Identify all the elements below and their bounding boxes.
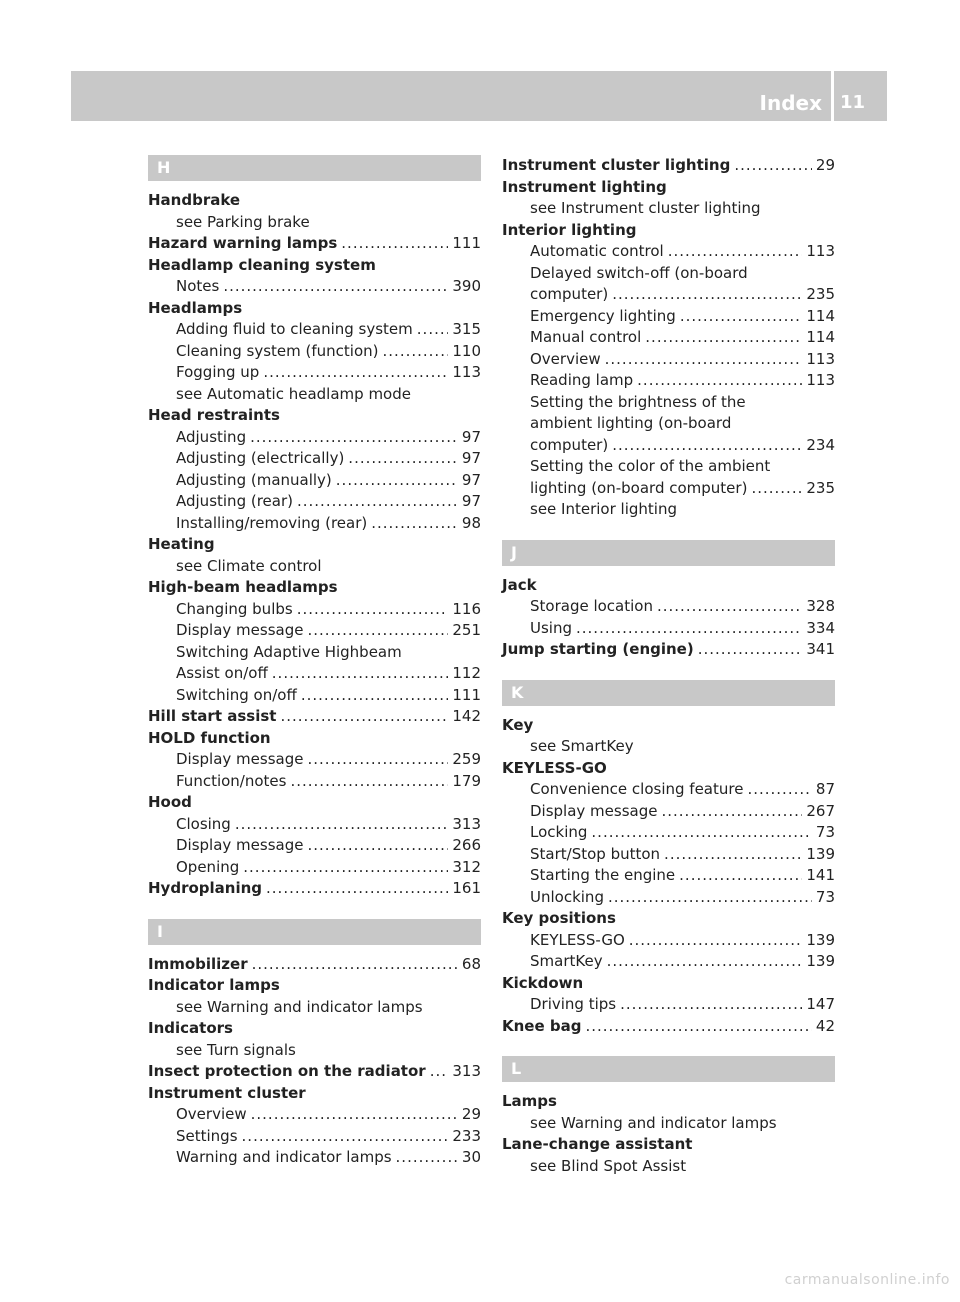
dot-leader (371, 513, 458, 535)
page-reference[interactable]: 29 (815, 156, 835, 174)
index-subentry (148, 384, 481, 406)
index-subentry (148, 427, 481, 449)
dot-leader (620, 994, 802, 1016)
page-reference[interactable]: 30 (461, 1148, 481, 1166)
entry-text: Knee bag (502, 1016, 582, 1035)
index-subentry (502, 1156, 835, 1178)
entry-text: Settings (176, 1126, 238, 1145)
entry-text: see SmartKey (530, 737, 634, 755)
entry-text: Indicators (148, 1019, 233, 1037)
entry-text: Instrument lighting (502, 177, 667, 196)
entry-text: Assist on/off (176, 664, 268, 682)
page-reference[interactable]: 98 (461, 513, 481, 532)
entry-text: Display message (176, 621, 304, 639)
section-heading: H (148, 155, 481, 181)
index-subentry (148, 513, 481, 535)
page-reference[interactable]: 313 (452, 1062, 481, 1080)
page-reference[interactable]: 116 (452, 599, 481, 618)
dot-leader (307, 620, 448, 642)
entry-text: see Parking brake (176, 212, 310, 231)
index-column-right (502, 155, 835, 1177)
page-reference[interactable]: 97 (461, 492, 481, 510)
page-reference[interactable]: 390 (452, 277, 481, 295)
dot-leader (290, 771, 448, 793)
index-subentry (502, 994, 835, 1016)
entry-text: Unlocking (530, 887, 604, 906)
dot-leader (280, 706, 448, 728)
entry-text: Manual control (530, 328, 642, 346)
page-reference[interactable]: 113 (452, 363, 481, 381)
entry-text: Lamps (502, 1092, 557, 1110)
dot-leader (576, 618, 802, 640)
page-number: 11 (840, 92, 866, 113)
dot-leader (242, 1126, 449, 1148)
entry-text: see Warning and indicator lamps (176, 997, 423, 1016)
page-reference[interactable]: 111 (452, 685, 481, 704)
dot-leader (661, 801, 802, 823)
index-entry (502, 575, 835, 597)
dot-leader (383, 341, 449, 363)
entry-text: Adding fluid to cleaning system (176, 320, 413, 338)
page-reference[interactable]: 139 (806, 844, 835, 863)
entry-text: computer) (530, 435, 609, 454)
entry-text: Opening (176, 857, 240, 876)
index-entry (148, 534, 481, 556)
entry-text: Insect protection on the radiator (148, 1062, 426, 1080)
dot-leader (612, 435, 802, 457)
dot-leader (417, 319, 449, 341)
index-subentry (148, 276, 481, 298)
entry-text: Jump starting (engine) (502, 640, 694, 658)
index-entry (148, 878, 481, 900)
entry-text: Convenience closing feature (530, 780, 744, 798)
index-entry (502, 220, 835, 242)
index-entry (148, 954, 481, 976)
header-divider (831, 71, 834, 121)
page-reference[interactable]: 179 (452, 771, 481, 790)
index-subentry (502, 1113, 835, 1135)
page-reference[interactable]: 233 (452, 1126, 481, 1145)
page-reference[interactable]: 259 (452, 750, 481, 768)
page-reference[interactable]: 111 (452, 234, 481, 252)
entry-text: Headlamps (148, 298, 243, 317)
entry-text: Changing bulbs (176, 599, 293, 618)
index-subentry (502, 263, 835, 285)
dot-leader (751, 478, 802, 500)
entry-text: SmartKey (530, 952, 603, 970)
dot-leader (747, 779, 811, 801)
index-entry (148, 1018, 481, 1040)
entry-text: Display message (176, 836, 304, 854)
entry-text: Cleaning system (function) (176, 341, 379, 360)
dot-leader (698, 639, 803, 661)
page-reference[interactable]: 73 (815, 887, 835, 906)
dot-leader (297, 491, 458, 513)
dot-leader (605, 349, 803, 371)
entry-text: Starting the engine (530, 866, 676, 884)
dot-leader (591, 822, 812, 844)
dot-leader (307, 835, 448, 857)
index-subentry (148, 814, 481, 836)
entry-text: Storage location (530, 597, 653, 615)
page-reference[interactable]: 334 (806, 618, 835, 637)
entry-text: see Turn signals (176, 1040, 296, 1059)
page-reference[interactable]: 97 (461, 449, 481, 467)
index-subentry (148, 1126, 481, 1148)
page-reference[interactable]: 29 (461, 1105, 481, 1123)
page-reference[interactable]: 87 (815, 780, 835, 798)
index-entry (502, 1134, 835, 1156)
entry-text: Reading lamp (530, 371, 634, 389)
index-subentry (148, 685, 481, 707)
section-heading: J (502, 540, 835, 566)
entry-text: Immobilizer (148, 954, 248, 973)
dot-leader (301, 685, 449, 707)
dot-leader (266, 878, 448, 900)
index-entry (502, 908, 835, 930)
page-reference[interactable]: 328 (806, 597, 835, 615)
index-subentry (148, 663, 481, 685)
index-subentry (148, 470, 481, 492)
index-subentry (502, 478, 835, 500)
entry-text: Delayed switch-off (on-board (530, 263, 748, 282)
entry-text: Emergency lighting (530, 306, 676, 325)
entry-text: Overview (530, 349, 601, 368)
page-reference[interactable]: 112 (452, 664, 481, 682)
page-section-title: Index (759, 91, 822, 115)
index-subentry (148, 749, 481, 771)
page-reference[interactable]: 235 (806, 478, 835, 497)
entry-text: ambient lighting (on-board (530, 414, 732, 432)
page-reference[interactable]: 97 (461, 470, 481, 489)
entry-text: Hydroplaning (148, 879, 263, 897)
index-subentry (148, 362, 481, 384)
entry-text: Interior lighting (502, 220, 637, 239)
index-subentry (502, 370, 835, 392)
page-reference[interactable]: 161 (452, 879, 481, 897)
dot-leader (263, 362, 448, 384)
entry-text: Closing (176, 814, 231, 833)
index-entry (502, 1016, 835, 1038)
section-gap (148, 900, 481, 919)
index-entry (148, 1083, 481, 1105)
entry-text: Setting the color of the ambient (530, 457, 771, 475)
index-subentry (502, 596, 835, 618)
entry-text: Jack (502, 575, 537, 594)
entry-text: Handbrake (148, 191, 241, 209)
entry-text: see Blind Spot Assist (530, 1156, 687, 1175)
dot-leader (637, 370, 802, 392)
index-subentry (148, 620, 481, 642)
page-reference[interactable]: 139 (806, 930, 835, 949)
index-entry (148, 975, 481, 997)
index-entry (502, 973, 835, 995)
index-entry (148, 728, 481, 750)
page-reference[interactable]: 267 (806, 801, 835, 820)
index-subentry (148, 1147, 481, 1169)
dot-leader (645, 327, 802, 349)
section-gap (502, 661, 835, 680)
index-subentry (148, 491, 481, 513)
index-subentry (502, 349, 835, 371)
index-subentry (502, 887, 835, 909)
entry-text: High-beam headlamps (148, 578, 338, 596)
entry-text: Head restraints (148, 406, 280, 424)
page-reference[interactable]: 114 (806, 306, 835, 325)
index-subentry (148, 212, 481, 234)
page-reference[interactable]: 142 (452, 707, 481, 725)
dot-leader (243, 857, 448, 879)
watermark: carmanualsonline.info (784, 1272, 950, 1288)
entry-text: Warning and indicator lamps (176, 1148, 392, 1166)
page-reference[interactable]: 113 (806, 371, 835, 389)
index-entry (502, 715, 835, 737)
page-reference[interactable]: 97 (461, 427, 481, 446)
index-entry (502, 155, 835, 177)
index-subentry (502, 392, 835, 414)
index-subentry (502, 241, 835, 263)
page-reference[interactable]: 313 (452, 814, 481, 833)
index-subentry (502, 499, 835, 521)
dot-leader (336, 470, 458, 492)
index-subentry (502, 456, 835, 478)
index-entry (502, 177, 835, 199)
page-reference[interactable]: 341 (806, 640, 835, 658)
page-reference[interactable]: 139 (806, 952, 835, 970)
entry-text: see Instrument cluster lighting (530, 199, 761, 217)
entry-text: Installing/removing (rear) (176, 513, 368, 532)
entry-text: see Climate control (176, 556, 322, 575)
index-subentry (148, 556, 481, 578)
entry-text: Adjusting (176, 427, 247, 446)
page-reference[interactable]: 110 (452, 341, 481, 360)
page-reference[interactable]: 266 (452, 836, 481, 854)
dot-leader (341, 233, 448, 255)
index-entry (502, 758, 835, 780)
dot-leader (223, 276, 448, 298)
index-subentry (148, 835, 481, 857)
entry-text: Switching Adaptive Highbeam (176, 642, 402, 661)
entry-text: Hill start assist (148, 707, 277, 725)
index-subentry (502, 435, 835, 457)
dot-leader (250, 427, 458, 449)
index-entry (148, 1061, 481, 1083)
index-subentry (502, 930, 835, 952)
dot-leader (612, 284, 802, 306)
index-subentry (148, 599, 481, 621)
dot-leader (664, 844, 802, 866)
index-entry (148, 190, 481, 212)
entry-text: Heating (148, 535, 215, 553)
index-subentry (502, 284, 835, 306)
index-subentry (148, 857, 481, 879)
index-subentry (148, 1040, 481, 1062)
dot-leader (679, 865, 802, 887)
entry-text: see Warning and indicator lamps (530, 1113, 777, 1132)
page-reference[interactable]: 141 (806, 866, 835, 884)
index-subentry (148, 448, 481, 470)
entry-text: Fogging up (176, 363, 260, 381)
index-subentry (502, 306, 835, 328)
index-subentry (148, 341, 481, 363)
index-subentry (502, 844, 835, 866)
index-entry (148, 233, 481, 255)
dot-leader (272, 663, 449, 685)
page-reference[interactable]: 251 (452, 621, 481, 639)
index-entry (148, 298, 481, 320)
entry-text: Key positions (502, 909, 616, 927)
dot-leader (251, 1104, 458, 1126)
entry-text: Lane-change assistant (502, 1135, 693, 1153)
index-subentry (148, 771, 481, 793)
dot-leader (680, 306, 803, 328)
page-reference[interactable]: 315 (452, 320, 481, 338)
index-subentry (502, 413, 835, 435)
entry-text: Adjusting (manually) (176, 470, 332, 489)
entry-text: Notes (176, 277, 220, 295)
section-gap (502, 521, 835, 540)
index-entry (148, 577, 481, 599)
index-subentry (502, 198, 835, 220)
page-reference[interactable]: 235 (806, 285, 835, 303)
index-subentry (148, 1104, 481, 1126)
entry-text: Key (502, 715, 534, 734)
entry-text: HOLD function (148, 728, 271, 747)
section-heading: L (502, 1056, 835, 1082)
entry-text: Headlamp cleaning system (148, 255, 376, 274)
dot-leader (607, 951, 803, 973)
entry-text: see Interior lighting (530, 500, 677, 518)
page-reference[interactable]: 113 (806, 242, 835, 260)
entry-text: Switching on/off (176, 685, 297, 704)
page-reference[interactable]: 234 (806, 435, 835, 454)
dot-leader (585, 1016, 811, 1038)
entry-text: lighting (on-board computer) (530, 478, 748, 497)
index-subentry (502, 951, 835, 973)
index-column-left (148, 155, 481, 1169)
dot-leader (297, 599, 449, 621)
page-reference[interactable]: 312 (452, 857, 481, 876)
entry-text: Hazard warning lamps (148, 234, 338, 252)
page-reference[interactable]: 73 (815, 823, 835, 841)
entry-text: Setting the brightness of the (530, 392, 746, 411)
entry-text: Start/Stop button (530, 844, 661, 863)
entry-text: KEYLESS-GO (530, 930, 625, 949)
entry-text: Hood (148, 793, 192, 811)
dot-leader (307, 749, 448, 771)
index-subentry (502, 736, 835, 758)
entry-text: Display message (530, 801, 658, 820)
dot-leader (348, 448, 458, 470)
entry-text: Indicator lamps (148, 976, 280, 994)
page-reference[interactable]: 42 (815, 1016, 835, 1035)
index-entry (502, 1091, 835, 1113)
section-heading: I (148, 919, 481, 945)
index-subentry (502, 327, 835, 349)
dot-leader (629, 930, 803, 952)
entry-text: Overview (176, 1105, 247, 1123)
entry-text: Locking (530, 823, 588, 841)
page-reference[interactable]: 114 (806, 328, 835, 346)
dot-leader (608, 887, 812, 909)
dot-leader (430, 1061, 449, 1083)
entry-text: Function/notes (176, 771, 287, 790)
page-reference[interactable]: 113 (806, 349, 835, 368)
entry-text: computer) (530, 285, 609, 303)
entry-text: Adjusting (electrically) (176, 449, 345, 467)
index-subentry (148, 997, 481, 1019)
index-entry (502, 639, 835, 661)
entry-text: Instrument cluster (148, 1083, 306, 1102)
page-reference[interactable]: 147 (806, 995, 835, 1013)
entry-text: Adjusting (rear) (176, 492, 293, 510)
entry-text: Using (530, 618, 572, 637)
entry-text: Kickdown (502, 973, 584, 992)
section-gap (502, 1037, 835, 1056)
dot-leader (668, 241, 803, 263)
entry-text: see Automatic headlamp mode (176, 384, 411, 403)
page-reference[interactable]: 68 (461, 954, 481, 973)
index-subentry (502, 822, 835, 844)
entry-text: Display message (176, 750, 304, 768)
dot-leader (396, 1147, 458, 1169)
index-subentry (502, 801, 835, 823)
section-heading: K (502, 680, 835, 706)
index-entry (148, 405, 481, 427)
index-entry (148, 255, 481, 277)
entry-text: Driving tips (530, 995, 617, 1013)
index-entry (148, 706, 481, 728)
index-entry (148, 792, 481, 814)
index-subentry (148, 642, 481, 664)
dot-leader (734, 155, 812, 177)
entry-text: KEYLESS-GO (502, 758, 607, 777)
dot-leader (252, 954, 458, 976)
entry-text: Automatic control (530, 242, 664, 260)
entry-text: Instrument cluster lighting (502, 156, 731, 174)
index-subentry (502, 865, 835, 887)
dot-leader (235, 814, 449, 836)
index-subentry (502, 618, 835, 640)
dot-leader (657, 596, 802, 618)
index-subentry (502, 779, 835, 801)
index-subentry (148, 319, 481, 341)
